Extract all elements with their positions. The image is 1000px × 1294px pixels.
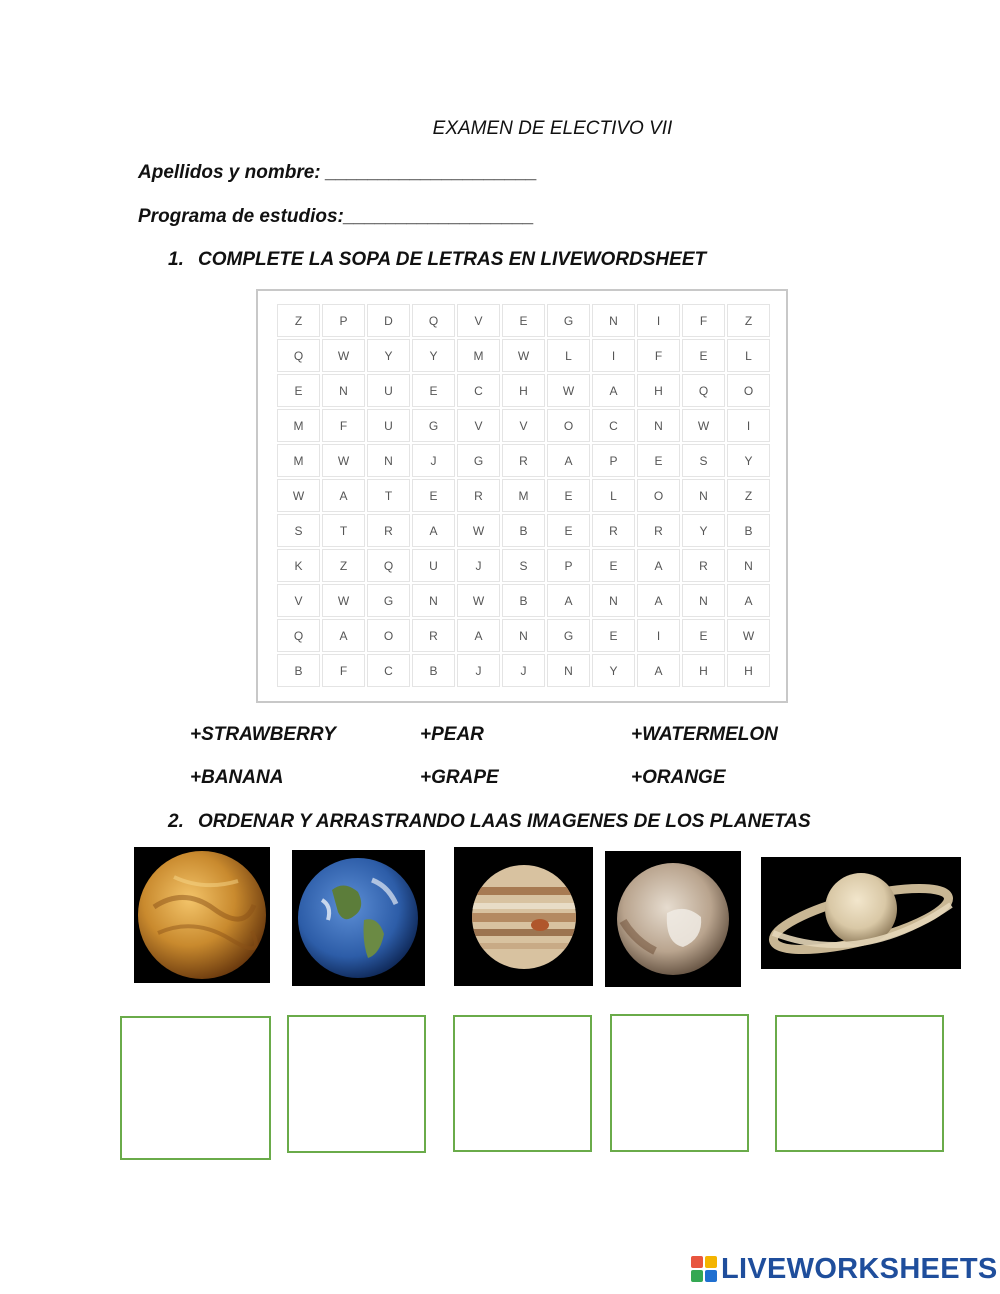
grid-cell[interactable]: A <box>412 514 455 547</box>
grid-cell[interactable]: G <box>547 619 590 652</box>
question-1-number: 1. <box>168 249 184 270</box>
question-2-number: 2. <box>168 811 184 832</box>
grid-cell[interactable]: R <box>367 514 410 547</box>
grid-cell[interactable]: V <box>277 584 320 617</box>
grid-cell[interactable]: J <box>457 549 500 582</box>
grid-cell[interactable]: Y <box>412 339 455 372</box>
grid-cell[interactable]: W <box>322 584 365 617</box>
question-2-text: ORDENAR Y ARRASTRANDO LAAS IMAGENES DE LOS PLANETAS <box>198 811 811 832</box>
grid-cell[interactable]: C <box>367 654 410 687</box>
grid-cell[interactable]: Y <box>592 654 635 687</box>
grid-cell[interactable]: A <box>727 584 770 617</box>
grid-cell[interactable]: H <box>637 374 680 407</box>
grid-cell[interactable]: A <box>322 619 365 652</box>
grid-cell[interactable]: O <box>547 409 590 442</box>
grid-cell[interactable]: I <box>727 409 770 442</box>
grid-cell[interactable]: M <box>277 409 320 442</box>
grid-cell[interactable]: C <box>457 374 500 407</box>
grid-cell[interactable]: K <box>277 549 320 582</box>
grid-cell[interactable]: C <box>592 409 635 442</box>
word-item-watermelon: +WATERMELON <box>631 724 778 745</box>
grid-cell[interactable]: V <box>457 409 500 442</box>
grid-cell[interactable]: O <box>367 619 410 652</box>
liveworksheets-logo <box>691 1252 998 1286</box>
word-item-pear: +PEAR <box>420 724 484 745</box>
word-item-orange: +ORANGE <box>631 767 726 788</box>
grid-cell[interactable]: Y <box>682 514 725 547</box>
grid-cell[interactable]: L <box>727 339 770 372</box>
grid-cell[interactable]: W <box>322 444 365 477</box>
grid-cell[interactable]: H <box>727 654 770 687</box>
grid-cell[interactable]: U <box>412 549 455 582</box>
grid-cell[interactable]: S <box>277 514 320 547</box>
grid-cell[interactable]: L <box>547 339 590 372</box>
grid-cell[interactable]: F <box>322 654 365 687</box>
grid-cell[interactable]: A <box>637 549 680 582</box>
grid-cell[interactable]: M <box>502 479 545 512</box>
grid-cell[interactable]: G <box>412 409 455 442</box>
grid-cell[interactable]: M <box>277 444 320 477</box>
grid-cell[interactable]: U <box>367 374 410 407</box>
jupiter-image[interactable] <box>454 847 593 986</box>
grid-cell[interactable]: W <box>457 584 500 617</box>
grid-cell[interactable]: N <box>502 619 545 652</box>
venus-image[interactable] <box>134 847 270 983</box>
grid-cell[interactable]: H <box>502 374 545 407</box>
grid-cell[interactable]: N <box>367 444 410 477</box>
grid-cell[interactable]: E <box>412 479 455 512</box>
grid-cell[interactable]: R <box>682 549 725 582</box>
grid-cell[interactable]: N <box>592 304 635 337</box>
grid-cell[interactable]: E <box>637 444 680 477</box>
grid-cell[interactable]: B <box>727 514 770 547</box>
word-search-frame <box>256 289 788 703</box>
grid-cell[interactable]: N <box>547 654 590 687</box>
grid-cell[interactable]: B <box>412 654 455 687</box>
grid-cell[interactable]: A <box>322 479 365 512</box>
drop-box-2[interactable] <box>287 1015 426 1153</box>
grid-cell[interactable]: N <box>682 584 725 617</box>
word-item-banana: +BANANA <box>190 767 284 788</box>
grid-cell[interactable]: P <box>592 444 635 477</box>
grid-cell[interactable]: V <box>502 409 545 442</box>
grid-cell[interactable]: A <box>547 584 590 617</box>
grid-cell[interactable]: E <box>547 514 590 547</box>
grid-cell[interactable]: T <box>367 479 410 512</box>
grid-cell[interactable]: G <box>367 584 410 617</box>
word-item-grape: +GRAPE <box>420 767 499 788</box>
grid-cell[interactable]: W <box>727 619 770 652</box>
grid-cell[interactable]: Q <box>682 374 725 407</box>
grid-cell[interactable]: I <box>637 304 680 337</box>
grid-cell[interactable]: O <box>637 479 680 512</box>
grid-cell[interactable]: E <box>682 619 725 652</box>
saturn-image[interactable] <box>761 857 961 969</box>
grid-cell[interactable]: Z <box>727 479 770 512</box>
drop-box-4[interactable] <box>610 1014 749 1152</box>
grid-cell[interactable]: Y <box>727 444 770 477</box>
grid-cell[interactable]: F <box>682 304 725 337</box>
grid-cell[interactable]: J <box>502 654 545 687</box>
grid-cell[interactable]: S <box>502 549 545 582</box>
grid-cell[interactable]: R <box>412 619 455 652</box>
grid-cell[interactable]: A <box>637 654 680 687</box>
grid-cell[interactable]: F <box>322 409 365 442</box>
grid-cell[interactable]: R <box>502 444 545 477</box>
word-item-strawberry: +STRAWBERRY <box>190 724 336 745</box>
grid-cell[interactable]: Q <box>277 339 320 372</box>
grid-cell[interactable]: B <box>502 514 545 547</box>
grid-cell[interactable]: L <box>592 479 635 512</box>
grid-cell[interactable]: P <box>322 304 365 337</box>
grid-cell[interactable]: A <box>592 374 635 407</box>
grid-cell[interactable]: R <box>637 514 680 547</box>
drop-box-1[interactable] <box>120 1016 271 1160</box>
grid-cell[interactable]: W <box>502 339 545 372</box>
grid-cell[interactable]: Q <box>412 304 455 337</box>
grid-cell[interactable]: N <box>322 374 365 407</box>
grid-cell[interactable]: I <box>637 619 680 652</box>
grid-cell[interactable]: W <box>277 479 320 512</box>
word-search-grid[interactable] <box>276 303 771 688</box>
grid-cell[interactable]: M <box>457 339 500 372</box>
grid-cell[interactable]: N <box>727 549 770 582</box>
grid-cell[interactable]: R <box>457 479 500 512</box>
grid-cell[interactable]: W <box>547 374 590 407</box>
grid-cell[interactable]: B <box>277 654 320 687</box>
grid-cell[interactable]: Z <box>277 304 320 337</box>
grid-cell[interactable]: S <box>682 444 725 477</box>
grid-cell[interactable]: Y <box>367 339 410 372</box>
grid-cell[interactable]: F <box>637 339 680 372</box>
grid-cell[interactable]: A <box>547 444 590 477</box>
grid-cell[interactable]: Z <box>322 549 365 582</box>
grid-cell[interactable]: N <box>682 479 725 512</box>
drop-box-3[interactable] <box>453 1015 592 1152</box>
grid-cell[interactable]: E <box>412 374 455 407</box>
logo-mark-icon <box>691 1256 717 1282</box>
grid-cell[interactable]: G <box>547 304 590 337</box>
grid-cell[interactable]: W <box>682 409 725 442</box>
grid-cell[interactable]: J <box>457 654 500 687</box>
grid-cell[interactable]: W <box>322 339 365 372</box>
grid-cell[interactable]: N <box>592 584 635 617</box>
grid-cell[interactable]: V <box>457 304 500 337</box>
grid-cell[interactable]: Q <box>367 549 410 582</box>
grid-cell[interactable]: N <box>637 409 680 442</box>
exam-title: EXAMEN DE ELECTIVO VII <box>432 118 673 139</box>
grid-cell[interactable]: J <box>412 444 455 477</box>
grid-cell[interactable]: A <box>457 619 500 652</box>
question-1 <box>168 249 706 271</box>
grid-cell[interactable]: E <box>592 549 635 582</box>
grid-cell[interactable]: P <box>547 549 590 582</box>
grid-cell[interactable]: E <box>277 374 320 407</box>
grid-cell[interactable]: B <box>502 584 545 617</box>
grid-cell[interactable]: D <box>367 304 410 337</box>
grid-cell[interactable]: T <box>322 514 365 547</box>
grid-cell[interactable]: G <box>457 444 500 477</box>
grid-cell[interactable]: E <box>547 479 590 512</box>
grid-cell[interactable]: O <box>727 374 770 407</box>
grid-cell[interactable]: I <box>592 339 635 372</box>
grid-cell[interactable]: E <box>592 619 635 652</box>
program-field-label: Programa de estudios:__________________ <box>138 206 535 227</box>
pluto-image[interactable] <box>605 851 741 987</box>
grid-cell[interactable]: H <box>682 654 725 687</box>
earth-image[interactable] <box>292 850 425 986</box>
grid-cell[interactable]: U <box>367 409 410 442</box>
grid-cell[interactable]: Z <box>727 304 770 337</box>
name-field-label: Apellidos y nombre: ____________________ <box>138 162 538 183</box>
question-1-text: COMPLETE LA SOPA DE LETRAS EN LIVEWORDSHEET <box>198 249 707 270</box>
logo-text: LIVEWORKSHEETS <box>721 1252 998 1285</box>
grid-cell[interactable]: Q <box>277 619 320 652</box>
grid-cell[interactable]: E <box>502 304 545 337</box>
grid-cell[interactable]: W <box>457 514 500 547</box>
drop-box-5[interactable] <box>775 1015 944 1152</box>
grid-cell[interactable]: R <box>592 514 635 547</box>
grid-cell[interactable]: E <box>682 339 725 372</box>
question-2 <box>168 811 811 833</box>
grid-cell[interactable]: A <box>637 584 680 617</box>
grid-cell[interactable]: N <box>412 584 455 617</box>
